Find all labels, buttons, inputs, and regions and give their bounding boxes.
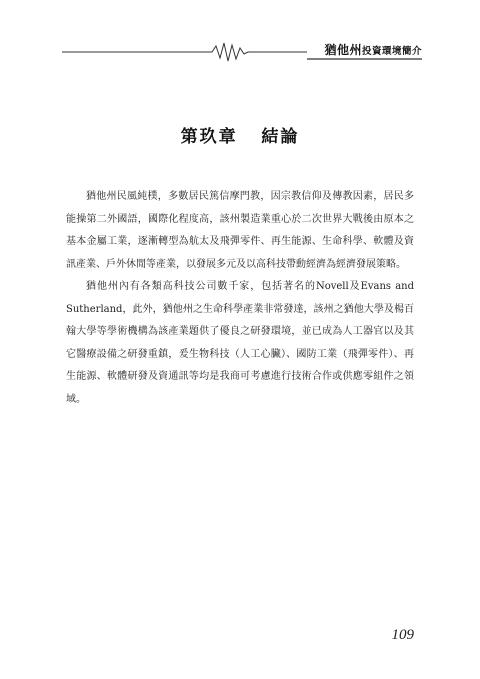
header-title-main: 猶他州 xyxy=(324,43,362,57)
running-header xyxy=(62,40,422,64)
chapter-heading xyxy=(0,122,480,147)
header-title-sub: 投資環境簡介 xyxy=(361,46,422,57)
paragraph: 猶他州內有各類高科技公司數千家，包括著名的Novell及Evans and Sutherland，此外，猶他州之生命科學產業非常發達，該州之猶他大學及楊百翰大學等學術機構為該產業題供了優良之研發環境，並已成為人工器官以及其它醫療設備之研發重鎮，爰生物科技（人工心臟）、國防工業（飛彈零件）、再生能源、軟體研發及資通訊等均是我商可考慮進行技術合作或供應零組件之領域。 xyxy=(66,281,414,405)
paragraph: 猶他州民風純樸，多數居民篤信摩門教，因宗教信仰及傳教因素，居民多能操第二外國語，國際化程度高，該州製造業重心於二次世界大戰後由原本之基本金屬工業，逐漸轉型為航太及飛彈零件、再生能源、生命科學、軟體及資訊產業、戶外休閒等產業，以發展多元及以高科技帶動經濟為經濟發展策略。 xyxy=(66,191,414,270)
chapter-body xyxy=(66,186,414,411)
chapter-title: 結論 xyxy=(261,127,300,147)
page-number: 109 xyxy=(391,627,414,643)
chapter-number: 第玖章 xyxy=(180,127,238,147)
header-title xyxy=(324,41,422,58)
